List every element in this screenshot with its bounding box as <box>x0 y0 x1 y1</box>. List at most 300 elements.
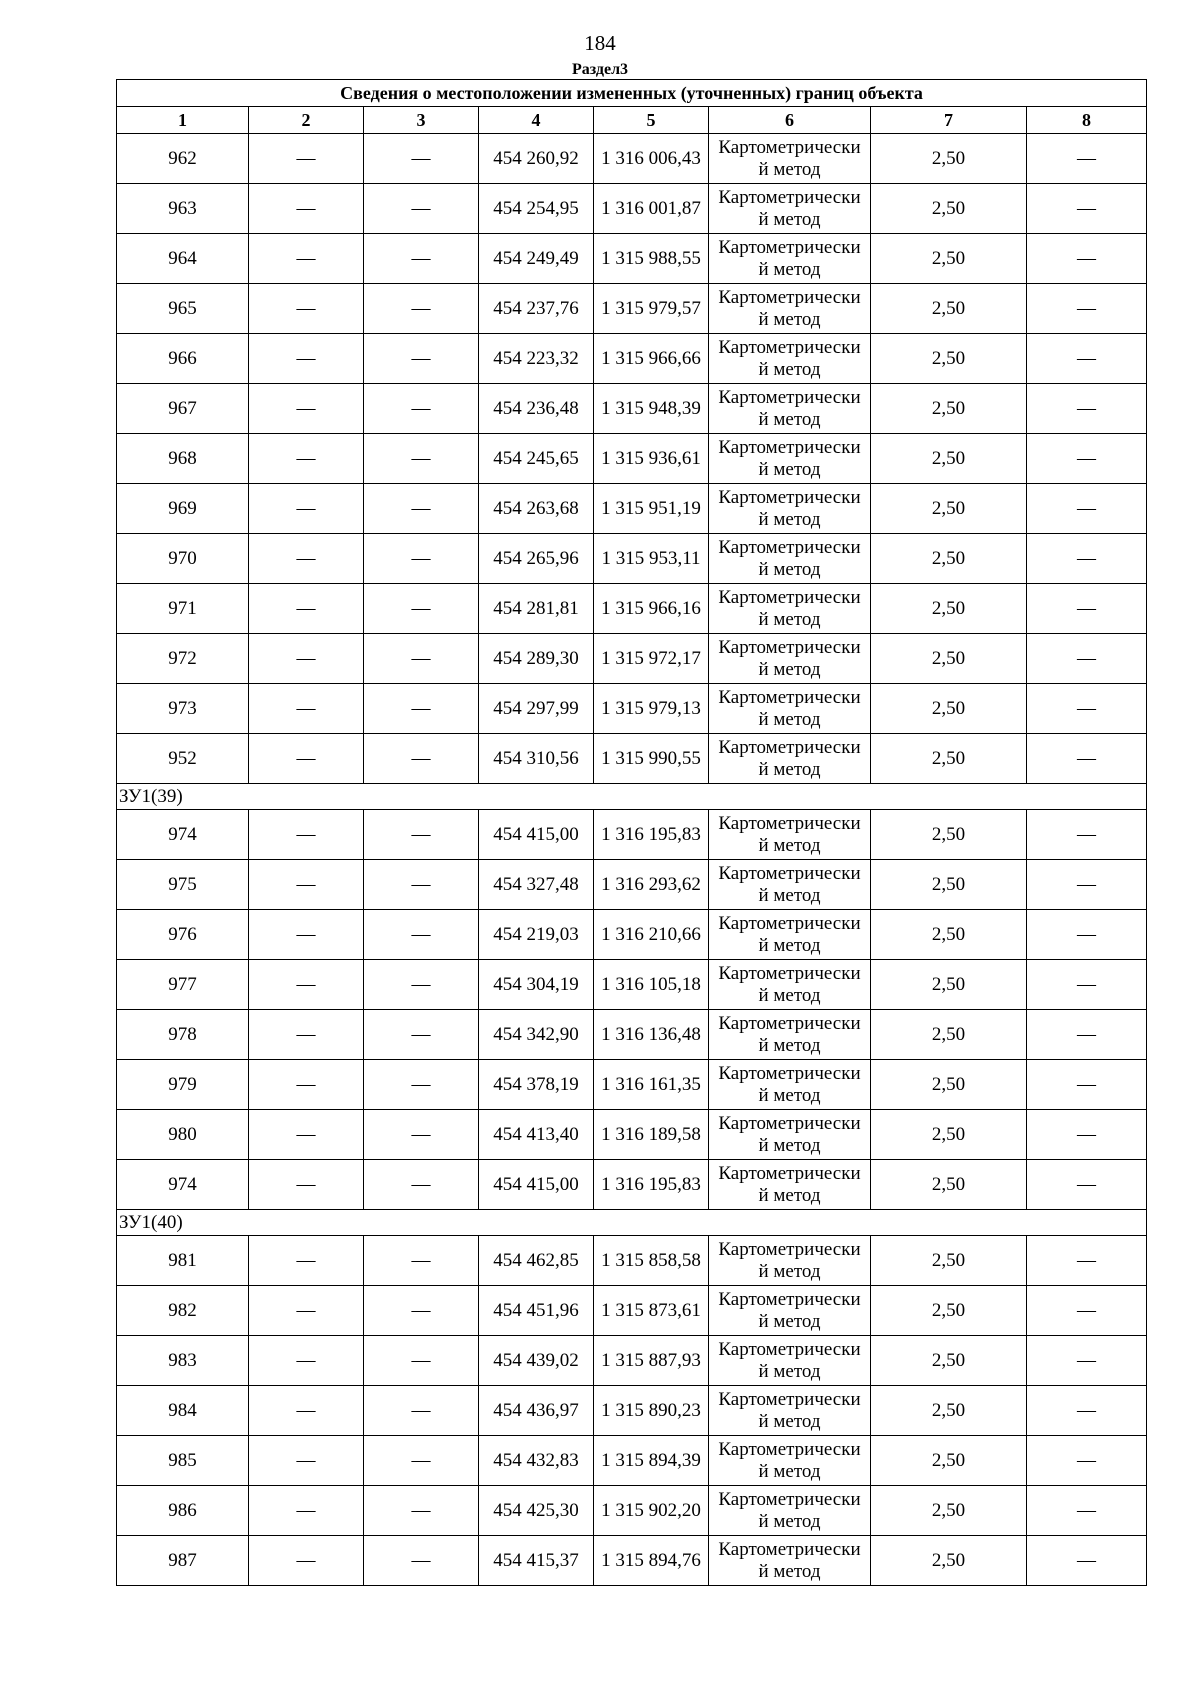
empty-dash-cell: — <box>1027 334 1147 384</box>
y-coordinate-cell: 1 315 966,16 <box>594 584 709 634</box>
method-line: й метод <box>758 558 821 580</box>
table-caption: Сведения о местоположении измененных (уточненных) границ объекта <box>117 80 1147 107</box>
empty-dash-cell: — <box>249 810 364 860</box>
y-coordinate-cell: 1 316 161,35 <box>594 1060 709 1110</box>
empty-dash-cell: — <box>364 1286 479 1336</box>
method-cell <box>709 534 871 584</box>
point-number-cell: 984 <box>117 1386 249 1436</box>
empty-dash-cell: — <box>1027 384 1147 434</box>
point-number-cell: 983 <box>117 1336 249 1386</box>
method-line: Картометрически <box>718 912 861 934</box>
accuracy-cell: 2,50 <box>871 1110 1027 1160</box>
method-cell <box>709 1486 871 1536</box>
x-coordinate-cell: 454 436,97 <box>479 1386 594 1436</box>
x-coordinate-cell: 454 425,30 <box>479 1486 594 1536</box>
column-header: 3 <box>364 107 479 134</box>
table-row <box>117 860 1147 910</box>
empty-dash-cell: — <box>364 234 479 284</box>
empty-dash-cell: — <box>364 910 479 960</box>
x-coordinate-cell: 454 415,00 <box>479 810 594 860</box>
method-line: й метод <box>758 1560 821 1582</box>
method-line: Картометрически <box>718 586 861 608</box>
accuracy-cell: 2,50 <box>871 134 1027 184</box>
method-line: й метод <box>758 358 821 380</box>
method-line: й метод <box>758 458 821 480</box>
y-coordinate-cell: 1 315 887,93 <box>594 1336 709 1386</box>
section-title: Раздел3 <box>571 61 629 78</box>
method-line: Картометрически <box>718 862 861 884</box>
point-number-cell: 982 <box>117 1286 249 1336</box>
method-line: й метод <box>758 1134 821 1156</box>
y-coordinate-cell: 1 315 948,39 <box>594 384 709 434</box>
method-line: Картометрически <box>718 136 861 158</box>
point-number-cell: 980 <box>117 1110 249 1160</box>
empty-dash-cell: — <box>1027 1336 1147 1386</box>
y-coordinate-cell: 1 315 890,23 <box>594 1386 709 1436</box>
empty-dash-cell: — <box>1027 810 1147 860</box>
empty-dash-cell: — <box>364 1236 479 1286</box>
parcel-group-label: ЗУ1(40) <box>117 1210 1147 1236</box>
empty-dash-cell: — <box>249 234 364 284</box>
empty-dash-cell: — <box>364 1386 479 1436</box>
table-row <box>117 1486 1147 1536</box>
accuracy-cell: 2,50 <box>871 334 1027 384</box>
accuracy-cell: 2,50 <box>871 684 1027 734</box>
method-line: й метод <box>758 658 821 680</box>
point-number-cell: 975 <box>117 860 249 910</box>
point-number-cell: 971 <box>117 584 249 634</box>
method-line: Картометрически <box>718 486 861 508</box>
point-number-cell: 964 <box>117 234 249 284</box>
point-number-cell: 962 <box>117 134 249 184</box>
table-row <box>117 960 1147 1010</box>
x-coordinate-cell: 454 310,56 <box>479 734 594 784</box>
method-line: Картометрически <box>718 286 861 308</box>
point-number-cell: 963 <box>117 184 249 234</box>
table-row <box>117 1160 1147 1210</box>
empty-dash-cell: — <box>1027 1486 1147 1536</box>
y-coordinate-cell: 1 315 858,58 <box>594 1236 709 1286</box>
y-coordinate-cell: 1 316 001,87 <box>594 184 709 234</box>
accuracy-cell: 2,50 <box>871 910 1027 960</box>
empty-dash-cell: — <box>364 1060 479 1110</box>
x-coordinate-cell: 454 432,83 <box>479 1436 594 1486</box>
table-row <box>117 584 1147 634</box>
method-cell <box>709 234 871 284</box>
table-row <box>117 1536 1147 1586</box>
empty-dash-cell: — <box>249 960 364 1010</box>
empty-dash-cell: — <box>1027 684 1147 734</box>
y-coordinate-cell: 1 315 972,17 <box>594 634 709 684</box>
empty-dash-cell: — <box>364 634 479 684</box>
empty-dash-cell: — <box>364 1110 479 1160</box>
method-cell <box>709 484 871 534</box>
empty-dash-cell: — <box>249 584 364 634</box>
y-coordinate-cell: 1 315 936,61 <box>594 434 709 484</box>
accuracy-cell: 2,50 <box>871 1436 1027 1486</box>
empty-dash-cell: — <box>1027 434 1147 484</box>
method-line: й метод <box>758 158 821 180</box>
point-number-cell: 967 <box>117 384 249 434</box>
empty-dash-cell: — <box>364 134 479 184</box>
empty-dash-cell: — <box>364 810 479 860</box>
empty-dash-cell: — <box>249 334 364 384</box>
method-line: й метод <box>758 408 821 430</box>
method-line: й метод <box>758 308 821 330</box>
empty-dash-cell: — <box>364 1010 479 1060</box>
x-coordinate-cell: 454 260,92 <box>479 134 594 184</box>
table-row <box>117 1060 1147 1110</box>
x-coordinate-cell: 454 223,32 <box>479 334 594 384</box>
empty-dash-cell: — <box>1027 1386 1147 1436</box>
table-row <box>117 234 1147 284</box>
method-line: Картометрически <box>718 336 861 358</box>
method-cell <box>709 184 871 234</box>
accuracy-cell: 2,50 <box>871 184 1027 234</box>
empty-dash-cell: — <box>1027 960 1147 1010</box>
method-line: й метод <box>758 834 821 856</box>
empty-dash-cell: — <box>364 734 479 784</box>
empty-dash-cell: — <box>249 1010 364 1060</box>
parcel-group-label: ЗУ1(39) <box>117 784 1147 810</box>
table-row <box>117 484 1147 534</box>
method-cell <box>709 734 871 784</box>
point-number-cell: 968 <box>117 434 249 484</box>
method-line: й метод <box>758 1034 821 1056</box>
method-cell <box>709 634 871 684</box>
empty-dash-cell: — <box>364 684 479 734</box>
empty-dash-cell: — <box>364 434 479 484</box>
empty-dash-cell: — <box>1027 284 1147 334</box>
table-row <box>117 334 1147 384</box>
accuracy-cell: 2,50 <box>871 1236 1027 1286</box>
y-coordinate-cell: 1 315 979,57 <box>594 284 709 334</box>
empty-dash-cell: — <box>249 1286 364 1336</box>
method-cell <box>709 1386 871 1436</box>
point-number-cell: 979 <box>117 1060 249 1110</box>
method-line: й метод <box>758 708 821 730</box>
y-coordinate-cell: 1 316 195,83 <box>594 1160 709 1210</box>
x-coordinate-cell: 454 219,03 <box>479 910 594 960</box>
method-line: Картометрически <box>718 1538 861 1560</box>
method-line: й метод <box>758 984 821 1006</box>
empty-dash-cell: — <box>1027 584 1147 634</box>
method-cell <box>709 684 871 734</box>
method-line: Картометрически <box>718 1488 861 1510</box>
empty-dash-cell: — <box>364 284 479 334</box>
accuracy-cell: 2,50 <box>871 1336 1027 1386</box>
empty-dash-cell: — <box>1027 634 1147 684</box>
method-cell <box>709 1010 871 1060</box>
y-coordinate-cell: 1 315 988,55 <box>594 234 709 284</box>
accuracy-cell: 2,50 <box>871 634 1027 684</box>
empty-dash-cell: — <box>1027 1436 1147 1486</box>
method-line: й метод <box>758 1084 821 1106</box>
x-coordinate-cell: 454 263,68 <box>479 484 594 534</box>
method-line: й метод <box>758 608 821 630</box>
y-coordinate-cell: 1 315 990,55 <box>594 734 709 784</box>
table-body <box>117 80 1147 1586</box>
accuracy-cell: 2,50 <box>871 734 1027 784</box>
table-caption-row <box>117 80 1147 107</box>
method-cell <box>709 334 871 384</box>
y-coordinate-cell: 1 316 195,83 <box>594 810 709 860</box>
accuracy-cell: 2,50 <box>871 810 1027 860</box>
method-cell <box>709 1436 871 1486</box>
x-coordinate-cell: 454 281,81 <box>479 584 594 634</box>
empty-dash-cell: — <box>1027 734 1147 784</box>
y-coordinate-cell: 1 316 210,66 <box>594 910 709 960</box>
column-header: 8 <box>1027 107 1147 134</box>
point-number-cell: 976 <box>117 910 249 960</box>
method-line: й метод <box>758 934 821 956</box>
x-coordinate-cell: 454 451,96 <box>479 1286 594 1336</box>
method-cell <box>709 810 871 860</box>
method-line: Картометрически <box>718 1388 861 1410</box>
table-row <box>117 1286 1147 1336</box>
accuracy-cell: 2,50 <box>871 1536 1027 1586</box>
y-coordinate-cell: 1 315 902,20 <box>594 1486 709 1536</box>
parcel-group-row <box>117 1210 1147 1236</box>
method-line: Картометрически <box>718 1062 861 1084</box>
accuracy-cell: 2,50 <box>871 484 1027 534</box>
y-coordinate-cell: 1 316 136,48 <box>594 1010 709 1060</box>
method-line: Картометрически <box>718 686 861 708</box>
method-cell <box>709 384 871 434</box>
y-coordinate-cell: 1 316 105,18 <box>594 960 709 1010</box>
method-line: Картометрически <box>718 1162 861 1184</box>
empty-dash-cell: — <box>1027 184 1147 234</box>
empty-dash-cell: — <box>1027 1536 1147 1586</box>
point-number-cell: 970 <box>117 534 249 584</box>
accuracy-cell: 2,50 <box>871 1010 1027 1060</box>
method-line: Картометрически <box>718 1338 861 1360</box>
accuracy-cell: 2,50 <box>871 384 1027 434</box>
table-row <box>117 910 1147 960</box>
x-coordinate-cell: 454 249,49 <box>479 234 594 284</box>
point-number-cell: 986 <box>117 1486 249 1536</box>
point-number-cell: 974 <box>117 810 249 860</box>
method-line: Картометрически <box>718 1238 861 1260</box>
accuracy-cell: 2,50 <box>871 1486 1027 1536</box>
table-row <box>117 734 1147 784</box>
point-number-cell: 978 <box>117 1010 249 1060</box>
column-header: 1 <box>117 107 249 134</box>
point-number-cell: 987 <box>117 1536 249 1586</box>
method-line: й метод <box>758 508 821 530</box>
empty-dash-cell: — <box>364 384 479 434</box>
empty-dash-cell: — <box>1027 134 1147 184</box>
x-coordinate-cell: 454 415,37 <box>479 1536 594 1586</box>
accuracy-cell: 2,50 <box>871 534 1027 584</box>
empty-dash-cell: — <box>249 484 364 534</box>
point-number-cell: 985 <box>117 1436 249 1486</box>
empty-dash-cell: — <box>364 960 479 1010</box>
method-cell <box>709 1236 871 1286</box>
column-header: 4 <box>479 107 594 134</box>
empty-dash-cell: — <box>249 534 364 584</box>
x-coordinate-cell: 454 289,30 <box>479 634 594 684</box>
accuracy-cell: 2,50 <box>871 860 1027 910</box>
point-number-cell: 972 <box>117 634 249 684</box>
accuracy-cell: 2,50 <box>871 234 1027 284</box>
method-line: Картометрически <box>718 386 861 408</box>
point-number-cell: 966 <box>117 334 249 384</box>
point-number-cell: 952 <box>117 734 249 784</box>
empty-dash-cell: — <box>249 1160 364 1210</box>
method-line: Картометрически <box>718 636 861 658</box>
x-coordinate-cell: 454 297,99 <box>479 684 594 734</box>
empty-dash-cell: — <box>364 1486 479 1536</box>
accuracy-cell: 2,50 <box>871 1286 1027 1336</box>
method-line: й метод <box>758 258 821 280</box>
empty-dash-cell: — <box>249 1486 364 1536</box>
method-cell <box>709 1536 871 1586</box>
empty-dash-cell: — <box>1027 234 1147 284</box>
table-row <box>117 134 1147 184</box>
column-header: 7 <box>871 107 1027 134</box>
table-row <box>117 534 1147 584</box>
empty-dash-cell: — <box>249 1060 364 1110</box>
method-cell <box>709 134 871 184</box>
column-header-row <box>117 107 1147 134</box>
boundary-coordinates-table <box>116 79 1147 1586</box>
table-row <box>117 1110 1147 1160</box>
y-coordinate-cell: 1 315 894,39 <box>594 1436 709 1486</box>
method-line: Картометрически <box>718 186 861 208</box>
column-header: 5 <box>594 107 709 134</box>
x-coordinate-cell: 454 415,00 <box>479 1160 594 1210</box>
y-coordinate-cell: 1 316 293,62 <box>594 860 709 910</box>
point-number-cell: 973 <box>117 684 249 734</box>
empty-dash-cell: — <box>1027 1110 1147 1160</box>
empty-dash-cell: — <box>364 1536 479 1586</box>
empty-dash-cell: — <box>364 1160 479 1210</box>
empty-dash-cell: — <box>249 1386 364 1436</box>
y-coordinate-cell: 1 315 873,61 <box>594 1286 709 1336</box>
accuracy-cell: 2,50 <box>871 584 1027 634</box>
method-line: Картометрически <box>718 1288 861 1310</box>
x-coordinate-cell: 454 378,19 <box>479 1060 594 1110</box>
empty-dash-cell: — <box>364 1436 479 1486</box>
method-line: Картометрически <box>718 236 861 258</box>
x-coordinate-cell: 454 254,95 <box>479 184 594 234</box>
empty-dash-cell: — <box>364 184 479 234</box>
empty-dash-cell: — <box>364 534 479 584</box>
y-coordinate-cell: 1 315 894,76 <box>594 1536 709 1586</box>
empty-dash-cell: — <box>1027 1286 1147 1336</box>
empty-dash-cell: — <box>249 384 364 434</box>
table-row <box>117 1436 1147 1486</box>
y-coordinate-cell: 1 316 006,43 <box>594 134 709 184</box>
table-row <box>117 384 1147 434</box>
y-coordinate-cell: 1 315 966,66 <box>594 334 709 384</box>
method-cell <box>709 1336 871 1386</box>
empty-dash-cell: — <box>1027 910 1147 960</box>
empty-dash-cell: — <box>364 1336 479 1386</box>
empty-dash-cell: — <box>249 910 364 960</box>
table-row <box>117 810 1147 860</box>
empty-dash-cell: — <box>1027 1060 1147 1110</box>
empty-dash-cell: — <box>364 860 479 910</box>
method-line: Картометрически <box>718 1012 861 1034</box>
table-row <box>117 284 1147 334</box>
method-cell <box>709 1160 871 1210</box>
x-coordinate-cell: 454 245,65 <box>479 434 594 484</box>
empty-dash-cell: — <box>249 1236 364 1286</box>
method-line: Картометрически <box>718 536 861 558</box>
x-coordinate-cell: 454 413,40 <box>479 1110 594 1160</box>
empty-dash-cell: — <box>1027 860 1147 910</box>
x-coordinate-cell: 454 342,90 <box>479 1010 594 1060</box>
empty-dash-cell: — <box>249 134 364 184</box>
empty-dash-cell: — <box>249 634 364 684</box>
method-line: Картометрически <box>718 436 861 458</box>
empty-dash-cell: — <box>249 284 364 334</box>
y-coordinate-cell: 1 315 953,11 <box>594 534 709 584</box>
method-line: й метод <box>758 208 821 230</box>
empty-dash-cell: — <box>249 1336 364 1386</box>
method-cell <box>709 960 871 1010</box>
parcel-group-row <box>117 784 1147 810</box>
table-row <box>117 684 1147 734</box>
empty-dash-cell: — <box>249 184 364 234</box>
empty-dash-cell: — <box>249 1436 364 1486</box>
y-coordinate-cell: 1 316 189,58 <box>594 1110 709 1160</box>
x-coordinate-cell: 454 237,76 <box>479 284 594 334</box>
method-line: й метод <box>758 1260 821 1282</box>
x-coordinate-cell: 454 236,48 <box>479 384 594 434</box>
accuracy-cell: 2,50 <box>871 960 1027 1010</box>
point-number-cell: 981 <box>117 1236 249 1286</box>
method-cell <box>709 584 871 634</box>
empty-dash-cell: — <box>364 484 479 534</box>
page-number: 184 <box>584 31 616 55</box>
point-number-cell: 977 <box>117 960 249 1010</box>
table-row <box>117 1386 1147 1436</box>
empty-dash-cell: — <box>1027 1160 1147 1210</box>
method-cell <box>709 284 871 334</box>
x-coordinate-cell: 454 439,02 <box>479 1336 594 1386</box>
column-header: 6 <box>709 107 871 134</box>
accuracy-cell: 2,50 <box>871 284 1027 334</box>
accuracy-cell: 2,50 <box>871 1386 1027 1436</box>
method-line: Картометрически <box>718 736 861 758</box>
x-coordinate-cell: 454 265,96 <box>479 534 594 584</box>
x-coordinate-cell: 454 304,19 <box>479 960 594 1010</box>
empty-dash-cell: — <box>1027 1236 1147 1286</box>
column-header: 2 <box>249 107 364 134</box>
method-cell <box>709 1060 871 1110</box>
method-line: й метод <box>758 1184 821 1206</box>
table-row <box>117 1236 1147 1286</box>
empty-dash-cell: — <box>1027 1010 1147 1060</box>
empty-dash-cell: — <box>249 860 364 910</box>
point-number-cell: 974 <box>117 1160 249 1210</box>
table-row <box>117 1010 1147 1060</box>
method-line: й метод <box>758 1460 821 1482</box>
method-line: Картометрически <box>718 1438 861 1460</box>
method-cell <box>709 434 871 484</box>
empty-dash-cell: — <box>249 434 364 484</box>
method-line: й метод <box>758 884 821 906</box>
y-coordinate-cell: 1 315 951,19 <box>594 484 709 534</box>
method-cell <box>709 910 871 960</box>
empty-dash-cell: — <box>1027 534 1147 584</box>
empty-dash-cell: — <box>364 584 479 634</box>
table-row <box>117 434 1147 484</box>
empty-dash-cell: — <box>364 334 479 384</box>
